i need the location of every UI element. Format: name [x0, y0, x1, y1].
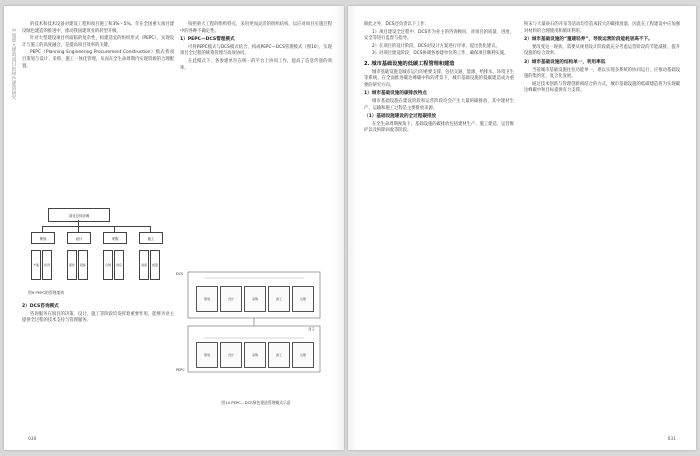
- org-sub-box: 初设: [42, 250, 52, 280]
- page-number: 031: [667, 437, 676, 442]
- paragraph: 可将PEPC模式与DCS模式结合，构成PEPC—DCS管理模式（图10），实现项目全过程的统筹管理与高效协同。: [180, 44, 332, 57]
- section-heading: 2）DCS咨询模式: [22, 304, 59, 309]
- figure-caption: 图10 PEPC—DCS绿色建造管理模式示意: [221, 400, 291, 405]
- left-column-2: [180, 22, 332, 73]
- stage-box: 运维: [292, 286, 314, 312]
- paragraph: 的技术和技术设备对建设工程和项目施工和3%～5%。年在全国重大项目建设绿色建造的推进中，推动我国建筑业的转型升级。: [22, 22, 174, 34]
- subsection-heading: （1）基础设施建设的全过程碳排放: [364, 114, 437, 120]
- paragraph: 除此之外，DCS还负责以下工作：: [364, 22, 429, 27]
- paragraph: 城市基础设施是城市运行的重要支撑，包括交通、能源、给排水、环境卫生等系统。在全面推进碳达峰碳中和的背景下，城市基础设施的低碳建造成为重要的研究方向。: [364, 69, 514, 88]
- stage-box: 策划: [196, 286, 218, 312]
- section-heading: 1）PEPC—DCS管理模式: [180, 37, 235, 43]
- paragraph: 按照重大工程的组织特点，采用更加灵活的组织结构，以应对项目实施过程中的各种不确定性。: [180, 22, 332, 34]
- label-pepc: PEPC: [176, 368, 185, 372]
- figure-pepc-structure: [28, 206, 176, 288]
- org-sub-box: 质量: [150, 250, 160, 280]
- page-number: 030: [28, 437, 37, 442]
- right-column-2: [524, 22, 680, 96]
- org-sub-box: 进度: [139, 250, 149, 280]
- section-heading: 2. 城市基础设施的低碳工程管理和建造: [364, 60, 455, 67]
- subsection-heading: 1）城市基础设施的碳排放特点: [364, 91, 427, 97]
- stage-box: 采购: [244, 286, 266, 312]
- paragraph: 在全生命周期视角下，基础设施的碳排放包括建材生产、施工建造、运营维护以及拆除回收等阶段。: [364, 121, 514, 134]
- left-page: [4, 6, 344, 450]
- right-page: [348, 6, 696, 450]
- org-box: 施工: [139, 232, 163, 244]
- stage-box: 采购: [244, 342, 266, 368]
- figure-pepc-dcs-model: [174, 268, 336, 398]
- paragraph: PEPC（Planning Engineering Procurement Construction）模式将项目策划与设计、采购、施工一体化管理，从而在全生命周期内实现资源的合理配置。: [22, 50, 174, 69]
- subsection-heading: 3）城市基础设施的结构单一，利用率低: [524, 59, 606, 65]
- paragraph: 针对大型建设项目所面临的复杂性，构建适宜的组织形式（PEPC），实现设计与施工的高度融合，是提高项目效率的关键。: [22, 36, 174, 48]
- org-box: 策划: [31, 232, 55, 244]
- stage-box: 策划: [196, 342, 218, 368]
- org-box: 采购: [103, 232, 127, 244]
- paragraph: 在此模式下，各参建单位在统一的平台上协同工作，提高了信息传递的效率。: [180, 58, 332, 71]
- paragraph: 2）在项目的设计阶段，DCS对设计方案进行评审，提出优化建议。: [372, 43, 500, 49]
- paragraph: 粉末与大量砂石的开采等活动均会造成较大的碳排放量，因此在工程建设中应加强对材料的合理使用和循环利用。: [524, 22, 680, 34]
- subsection-heading: 2）城市基础设施的“重建轻养”，导致运营阶段能耗居高不下。: [524, 37, 653, 43]
- gutter-shadow: [348, 6, 358, 450]
- stage-box: 施工: [268, 342, 290, 368]
- paragraph: 当前城市基础设施往往功能单一，难以实现多系统的协同运行，应推动基础设施的集约化、复合化发展。: [524, 67, 680, 80]
- stage-box: 施工: [268, 286, 290, 312]
- running-head: 中国重大建筑项目的绿色建造研究: [11, 28, 16, 100]
- paragraph: 城市基础设施在建设阶段和运营阶段均会产生大量的碳排放，其中建材生产、运输和施工过程是主要排放来源。: [364, 98, 514, 111]
- stage-box: 运维: [292, 342, 314, 368]
- figure-caption: 图9 PEPC的管理架构: [28, 290, 65, 295]
- label-dcs: DCS: [176, 272, 184, 276]
- right-column-1: [364, 22, 514, 136]
- paragraph: 通过技术创新与管理创新相结合的方式，城市基础设施的低碳建造将为实现碳达峰碳中和目标提供有力支撑。: [524, 81, 680, 94]
- org-box: 设计: [67, 232, 91, 244]
- org-box-top: 项目总体协调: [48, 208, 110, 222]
- label-owner: 业主: [308, 327, 315, 331]
- paragraph: 1）项目建设全过程中，DCS作为业主的咨询顾问，对项目的质量、进度、安全等进行监督与指导。: [364, 29, 514, 42]
- org-sub-box: 供应: [114, 250, 124, 280]
- left-column-1-lower: [22, 302, 174, 326]
- stage-box: 设计: [220, 286, 242, 312]
- stage-box: 设计: [220, 342, 242, 368]
- org-sub-box: 合同: [103, 250, 113, 280]
- paragraph: 咨询服务在项目的决策、设计、施工等阶段均发挥着重要作用，能够为业主提供全过程的技术支持与管理服务。: [22, 311, 174, 324]
- paragraph: 要改变这一现状，需要从规划设计阶段就充分考虑运营阶段的节能减排，提升设施的综合效率。: [524, 44, 680, 57]
- left-column-1: [22, 22, 174, 71]
- org-sub-box: 招标: [78, 250, 88, 280]
- org-sub-box: 方案: [31, 250, 41, 280]
- org-sub-box: 深化: [67, 250, 77, 280]
- paragraph: 3）对项目建设阶段，DCS协调各参建单位的工作，确保项目顺利实施。: [372, 51, 509, 57]
